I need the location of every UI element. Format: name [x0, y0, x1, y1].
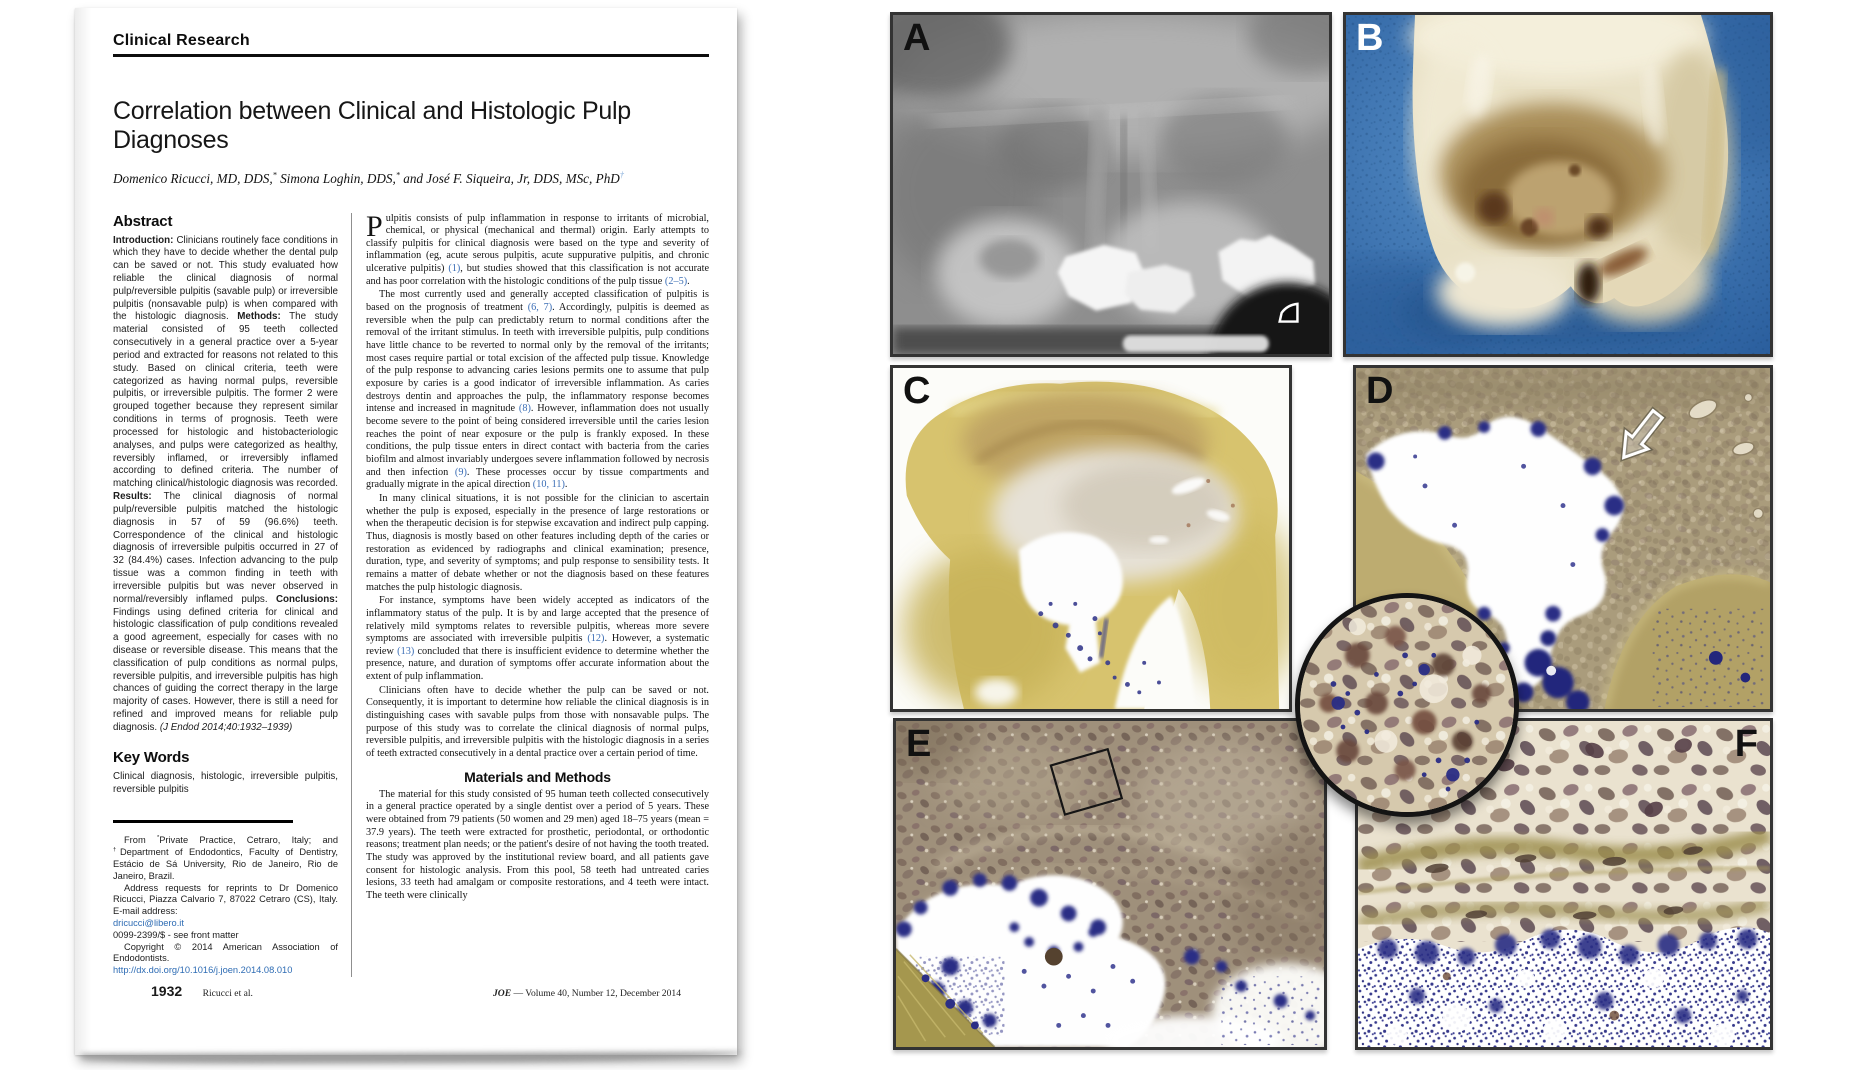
- section-label: Clinical Research: [113, 32, 709, 57]
- panel-b-tooth-photo: [1343, 12, 1773, 357]
- panel-label-e: E: [906, 723, 932, 765]
- panel-a-radiograph: [890, 12, 1332, 357]
- intro-paragraph: The most currently used and generally accepted classification of pulpitis is based on the prognosis of treatment (6, 7). Accordingly, pulpitis is deemed as reversible when the pulp can predictably return to normal conditions after the removal of the irritant stimulus. In teeth with irreversible pulpitis, pulp conditions have little chance to be reverted to normal only by the removal of the irritants; most cases require partial or total excision of the affected pulp tissue. Knowledge of the pulp response to advancing caries lesions permits one to assume that pulp exposure by caries is a good indicator of irreversible inflammation. As caries destroys dentin and approaches the pulp, the inflammatory response becomes intense and increased in magnitude (8). However, inflammation does not usually become severe to the point of being considered irreversible until the caries lesion reaches the point of near exposure or the pulp is frankly exposed. In these conditions, the pulp tissue enters in direct contact with bacteria from the caries biofilm and almost invariably undergoes severe inflammation followed by necrosis and then infection (9). These processes occur by tissue compartments and gradually migrate in the apical direction (10, 11).: [366, 289, 709, 491]
- intro-paragraph: Pulpitis consists of pulp inflammation in response to irritants of microbial, chemical, or physical (mechanical and thermal) origin. Early attempts to classify pulpitis for clinical diagnosis were based on the type and severity of inflammation (eg, acute serous pulpitis, acute suppurative pulpitis, and chronic ulcerative pulpitis) (1), but studies showed that this classification is not accurate and has poor correlation with the histologic conditions of the pulp tissue (2–5).: [366, 209, 709, 287]
- copyright-line: Copyright © 2014 American Association of Endodontists.: [113, 941, 338, 964]
- keywords-text: Clinical diagnosis, histologic, irreversible pulpitis, reversible pulpitis: [113, 770, 338, 795]
- journal-citation: [493, 988, 681, 999]
- panel-label-b: B: [1356, 17, 1384, 59]
- author-byline: Domenico Ricucci, MD, DDS,* Simona Loghin, DDS,* and José F. Siqueira, Jr, DDS, MSc, PhD†: [113, 170, 624, 186]
- intro-paragraph: In many clinical situations, it is not possible for the clinician to ascertain whether the pulp is exposed, especially in the presence of large restorations or when the therapeutic decision is for stepwise excavation and indirect pulp capping. Thus, diagnosis is mostly based on other features including depth of the caries or restoration as evidenced by radiographs and clinical examination; presence, duration, type, and severity of symptoms; and pulp response to sensibility tests. It remains a matter of debate whether or not the diagnosis based on these features matches the pulp histologic diagnosis.: [366, 492, 709, 593]
- intro-paragraph: For instance, symptoms have been widely accepted as indicators of the inflammatory status of the pulp. It is by and large accepted that the presence of relatively mild symptoms relates to reversible pulpitis, whereas more severe symptoms are associated with irreversible pulpitis (12). However, a systematic review (13) concluded that there is insufficient evidence to determine whether the presence, nature, and duration of symptoms offer accurate information about the extent of pulp inflammation.: [366, 595, 710, 683]
- panel-c-histology-section: [890, 365, 1292, 712]
- abstract-text: Introduction: Clinicians routinely face conditions in which they have to decide whether the dental pulp can be saved or not. This study evaluated how reliable the clinical diagnosis of normal pulp/reversible pulpitis (savable pulp) or irreversible pulpitis (nonsavable pulp) is when compared with the histologic diagnosis. Methods: The study material consisted of 95 teeth collected consecutively in a general practice over a 5-year period and extracted for reasons not related to this study. Based on clinical criteria, teeth were categorized as having normal pulps, reversible pulpitis, or irreversible pulpitis. The former 2 were grouped together because they represent similar conditions in terms of prognosis. Teeth were processed for histologic and histobacteriologic analyses, and pulps were categorized as healthy, reversibly inflamed, or irreversibly inflamed according to defined criteria. The number of matching clinical/histologic diagnosis was recorded. Results: The clinical diagnosis of normal pulp/reversible pulpitis matched the histologic diagnosis in 57 of 59 (96.6%) teeth. Correspondence of the clinical and histologic diagnosis of irreversible pulpitis occurred in 27 of 32 (84.4%) cases. Infection advancing to the pulp tissue was a common finding in teeth with irreversible pulpitis but was never observed in normal/reversibly inflamed pulps. Conclusions: Findings using defined criteria for clinical and histologic classification of pulp conditions revealed a good agreement, especially for cases with no disease or reversible disease. This means that the classification of pulp conditions as normal pulps, reversible pulpitis, and irreversible pulpitis has high chances of guiding the correct therapy in the large majority of cases. However, there is still a need for refined and improved means for reliable pulp diagnosis. (J Endod 2014;40:1932–1939): [113, 234, 338, 733]
- panel-e-histology-roi: [893, 718, 1327, 1050]
- journal-abbrev: JOE: [492, 988, 512, 999]
- footer-left: [151, 983, 253, 1001]
- right-column: [351, 209, 710, 978]
- footnote-divider: [113, 820, 293, 823]
- methods-paragraph: The material for this study consisted of 95 human teeth collected consecutively in a general practice operated by a single dentist over a period of 5 years. These were obtained from 79 patients (50 women and 29 men) aged 18–75 years (mean = 37.9 years). The teeth were extracted for prosthetic, periodontal, or orthodontic reasons; treatment plan needs; or the patient's desire of not having the tooth treated. The study was approved by the institutional review board, and all patients gave consent for histologic analysis. From this pool, 58 teeth had untreated caries lesions, 33 teeth had amalgam or composite restorations, and 4 teeth were intact. The teeth were clinically: [366, 788, 709, 901]
- affiliation-footnote: From *Private Practice, Cetraro, Italy; and †Department of Endodontics, Faculty of Dentistry, Estácio de Sá University, Rio de Janeiro, Rio de Janeiro, Brazil.: [113, 835, 338, 881]
- inset-magnified-image: [1300, 598, 1514, 812]
- reprints-text: Address requests for reprints to Dr Domenico Ricucci, Piazza Calvario 7, 87022 Cetraro (CS), Italy. E-mail address:: [113, 882, 338, 917]
- abstract-heading: Abstract: [113, 212, 173, 230]
- issn-line: 0099-2399/$ - see front matter: [113, 929, 239, 940]
- article-title: Correlation between Clinical and Histologic Pulp Diagnoses: [113, 97, 631, 154]
- magnified-inset-circle: [1295, 593, 1519, 817]
- keywords-heading: Key Words: [113, 748, 190, 766]
- doi-line: [113, 965, 338, 977]
- panel-label-c: C: [903, 370, 931, 412]
- radiograph-image: [893, 15, 1329, 354]
- figure-panel-grid: [890, 12, 1775, 1052]
- page-number: 1932: [151, 983, 183, 999]
- doi-link[interactable]: http://dx.doi.org/10.1016/j.joen.2014.08.010: [113, 965, 293, 976]
- journal-issue: — Volume 40, Number 12, December 2014: [511, 988, 681, 999]
- page-footer: [151, 983, 681, 1001]
- left-column: [113, 213, 351, 978]
- tooth-photo-image: [1346, 15, 1770, 354]
- histology-roi-image: [896, 721, 1324, 1047]
- email-link[interactable]: dricucci@libero.it: [113, 918, 184, 929]
- journal-article-page: [75, 8, 737, 1055]
- email-line: [113, 918, 338, 930]
- running-authors: Ricucci et al.: [202, 988, 253, 999]
- histology-section-image: [893, 368, 1289, 709]
- two-column-body: [113, 209, 710, 978]
- panel-label-d: D: [1366, 370, 1394, 412]
- panel-label-f: F: [1734, 723, 1758, 765]
- intro-paragraph: Clinicians often have to decide whether the pulp can be saved or not. Consequently, it is important to determine how reliable the clinical diagnosis is in distinguishing cases with savable pulps from those with nonsavable pulps. The purpose of this study was to correlate the clinical diagnosis of normal pulps, reversible pulpitis, and irreversible pulpitis with the histologic diagnosis in a series of teeth extracted consecutively in a dental practice over a certain period of time.: [366, 684, 709, 760]
- methods-heading: Materials and Methods: [464, 768, 611, 785]
- reprints-footnote: [113, 883, 338, 918]
- panel-label-a: A: [903, 17, 931, 59]
